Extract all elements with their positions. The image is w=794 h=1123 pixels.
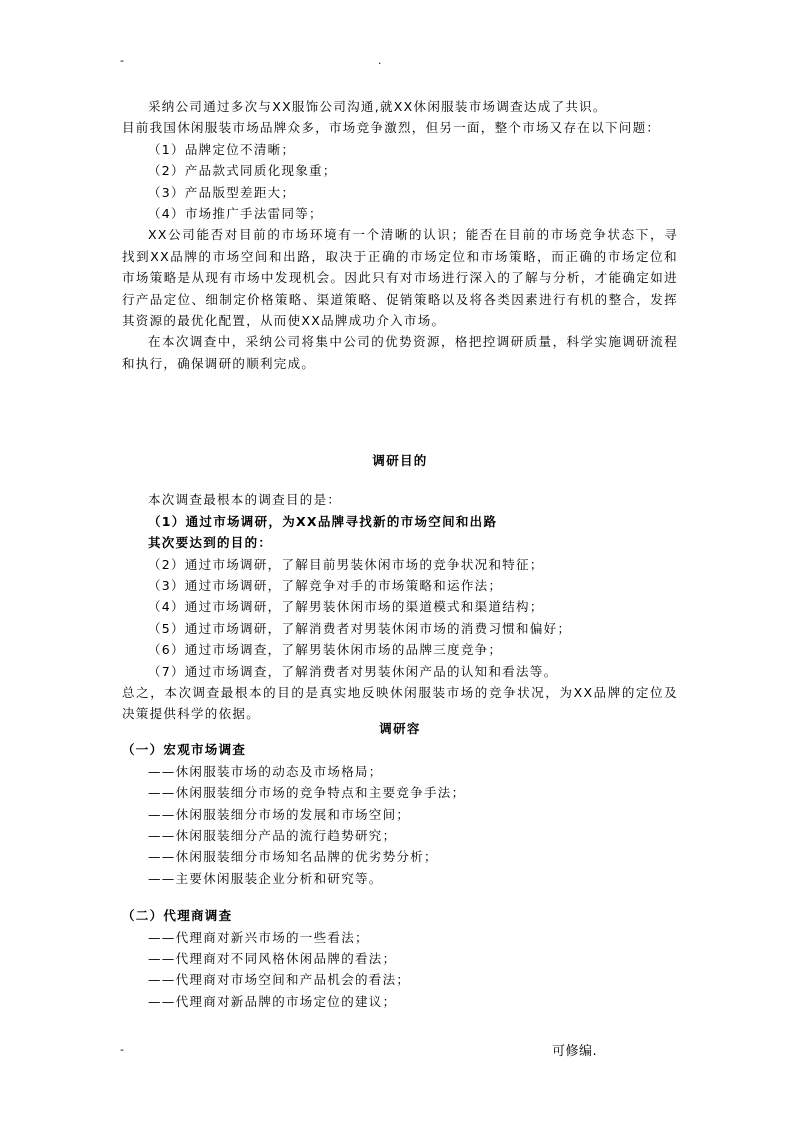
problem-item-4: （4）市场推广手法雷同等；: [148, 206, 323, 222]
macro-item: ——主要休闲服装企业分析和研究等。: [148, 870, 383, 886]
problem-item-2: （2）产品款式同质化现象重；: [148, 163, 337, 179]
purpose-title: 调研目的: [372, 453, 428, 468]
purpose-main-goal: （1）通过市场调研，为XX品牌寻找新的市场空间和出路: [148, 513, 498, 529]
problem-item-1: （1）品牌定位不清晰；: [148, 141, 296, 157]
macro-item: ——休闲服装细分市场的发展和市场空间；: [148, 806, 411, 822]
agent-item: ——代理商对新品牌的市场定位的建议；: [148, 993, 397, 1009]
section-spacer: [122, 889, 678, 905]
agent-item: ——代理商对市场空间和产品机会的看法；: [148, 972, 411, 988]
agent-item: ——代理商对不同风格休闲品牌的看法；: [148, 951, 397, 967]
macro-item: ——休闲服装细分产品的流行趋势研究；: [148, 828, 397, 844]
goal-item-4: （4）通过市场调研，了解男装休闲市场的渠道模式和渠道结构；: [148, 599, 544, 615]
header-left-mark: -: [120, 54, 124, 67]
goal-item-6: （6）通过市场调查，了解男装休闲市场的品牌三度竞争；: [148, 642, 503, 658]
macro-item: ——休闲服装市场的动态及市场格局；: [148, 763, 383, 779]
agent-item: ——代理商对新兴市场的一些看法；: [148, 929, 369, 945]
macro-item: ——休闲服装细分市场知名品牌的优劣势分析；: [148, 849, 438, 865]
purpose-section: [122, 450, 678, 725]
intro-paragraph-2: 目前我国休闲服装市场品牌众多，市场竞争激烈，但另一面，整个市场又存在以下问题：: [122, 120, 661, 136]
section-heading-macro: （一）宏观市场调查: [122, 742, 247, 758]
section-heading-agent: （二）代理商调查: [122, 908, 233, 924]
footer-left-mark: -: [120, 1043, 124, 1056]
header-center-mark: .: [378, 54, 382, 67]
goal-item-5: （5）通过市场调研，了解消费者对男装休闲市场的消费习惯和偏好；: [148, 620, 572, 636]
content-title: 调研容: [379, 721, 421, 736]
purpose-lead: 本次调查最根本的调查目的是：: [148, 492, 342, 508]
intro-paragraph-4: 在本次调查中，采纳公司将集中公司的优势资源，格把控调研质量，科学实施调研流程和执行，确保调研的顺利完成。: [122, 334, 678, 371]
content-section: [122, 718, 678, 1012]
goal-item-7: （7）通过市场调查，了解消费者对男装休闲产品的认知和看法等。: [148, 663, 558, 679]
intro-paragraph-3: XX公司能否对目前的市场环境有一个清晰的认识；能否在目前的市场竞争状态下，寻找到XX品牌的市场空间和出路，取决于正确的市场定位和市场策略，而正确的市场定位和市场策略是从现有市场中发现机会。因此只有对市场进行深入的了解与分析，才能确定如进行产品定位、细制定价格策略、渠道策略、促销策略以及将各类因素进行有机的整合，发挥其资源的最优化配置，从而使XX品牌成功介入市场。: [122, 227, 678, 329]
goal-item-2: （2）通过市场调研，了解目前男装休闲市场的竞争状况和特征；: [148, 556, 544, 572]
macro-item: ——休闲服装细分市场的竞争特点和主要竞争手法；: [148, 785, 466, 801]
intro-paragraph-1: 采纳公司通过多次与XX服饰公司沟通,就XX休闲服装市场调查达成了共识。: [148, 99, 607, 114]
intro-section: [122, 96, 678, 374]
problem-item-3: （3）产品版型差距大；: [148, 184, 296, 200]
footer-editable-note: 可修编.: [552, 1044, 598, 1059]
purpose-summary: 总之，本次调查最根本的目的是真实地反映休闲服装市场的竞争状况，为XX品牌的定位及决策提供科学的依据。: [122, 685, 678, 722]
purpose-sub-lead: 其次要达到的目的：: [148, 535, 273, 551]
goal-item-3: （3）通过市场调研，了解竞争对手的市场策略和运作法；: [148, 578, 503, 594]
